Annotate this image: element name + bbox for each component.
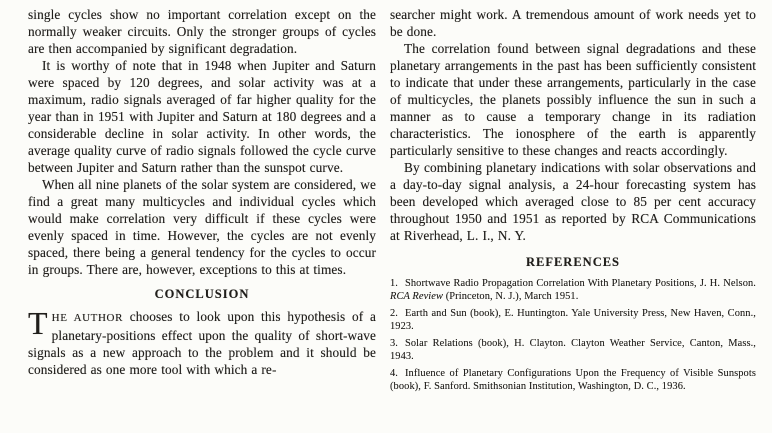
left-paragraph-continuation: single cycles show no important correlation except on the normally weaker circuits. Only the stronger groups of cycles are then accompanied by significant degradation. bbox=[28, 7, 376, 56]
reference-item-1 bbox=[390, 278, 756, 303]
right-paragraph-correlation: The correlation found between signal degradations and these planetary arrangements in the past has been sufficiently consistent to indicate that under these arrangements, particularly in the case of multicycles, the planets possibly influence the sun in such a manner as to cause a temporary change in its radiation characteristics. The ionosphere of the earth is apparently particularly sensitive to these changes and reacts accordingly. bbox=[390, 41, 756, 158]
conclusion-paragraph bbox=[28, 305, 377, 378]
references-heading: REFERENCES bbox=[525, 255, 621, 269]
reference-text-after: (Princeton, N. J.), March 1951. bbox=[443, 290, 579, 302]
reference-item-4 bbox=[390, 368, 756, 393]
reference-text: Shortwave Radio Propagation Correlation With Planetary Positions, J. H. Nelson. bbox=[405, 278, 756, 289]
right-paragraph-forecasting: By combining planetary indications with solar observations and a day-to-day signal analysis, a 24-hour forecasting system has been developed which averaged close to 85 per cent accuracy throughout 1950 and 1951 as reported by RCA Communications at Riverhead, L. I., N. Y. bbox=[390, 160, 756, 243]
left-paragraph-nine-planets: When all nine planets of the solar system are considered, we find a great many multicycles and individual cycles which would make correlation very difficult if these cycles were evenly spaced in time. However, the cycles are not evenly spaced, there being a general tendency for the cycles to occur in groups. There are, however, exceptions to this at times. bbox=[28, 177, 376, 277]
left-column bbox=[28, 6, 376, 378]
drop-cap-letter: T bbox=[28, 305, 48, 341]
conclusion-paragraph-text: chooses to look upon this hypothesis of a planetary-positions effect upon the quality of short-wave signals as a new approach to the problem and it should be considered as one more tool with which a re- bbox=[28, 309, 377, 377]
conclusion-heading: CONCLUSION bbox=[154, 287, 250, 301]
reference-text: Solar Relations (book), H. Clayton. Clayton Weather Service, Canton, Mass., 1943. bbox=[390, 338, 756, 362]
reference-item-2 bbox=[390, 308, 756, 333]
left-paragraph-1948-jupiter-saturn: It is worthy of note that in 1948 when Jupiter and Saturn were spaced by 120 degrees, and solar activity was at a maximum, radio signals averaged of far higher quality for the year than in 1951 with Jupiter and Saturn at 180 degrees and a considerable decline in solar activity. In other words, the average quality curve of radio signals followed the cycle curve between Jupiter and Saturn rather than the sunspot curve. bbox=[28, 58, 376, 175]
reference-number: 1. bbox=[390, 278, 398, 289]
reference-number: 4. bbox=[390, 368, 398, 379]
right-paragraph-continuation: searcher might work. A tremendous amount of work needs yet to be done. bbox=[390, 7, 756, 39]
reference-number: 3. bbox=[390, 338, 398, 349]
right-column bbox=[390, 6, 756, 398]
reference-text: Influence of Planetary Configurations Upon the Frequency of Visible Sunspots (book), F. Sanford. Smithsonian Institution, Washington, D. C., 1936. bbox=[390, 368, 756, 392]
reference-journal-title: RCA Review bbox=[390, 290, 444, 302]
reference-number: 2. bbox=[390, 308, 398, 319]
author-smallcaps: HE AUTHOR bbox=[51, 312, 124, 324]
reference-item-3 bbox=[390, 338, 756, 363]
reference-text: Earth and Sun (book), E. Huntington. Yale University Press, New Haven, Conn., 1923. bbox=[390, 308, 756, 332]
